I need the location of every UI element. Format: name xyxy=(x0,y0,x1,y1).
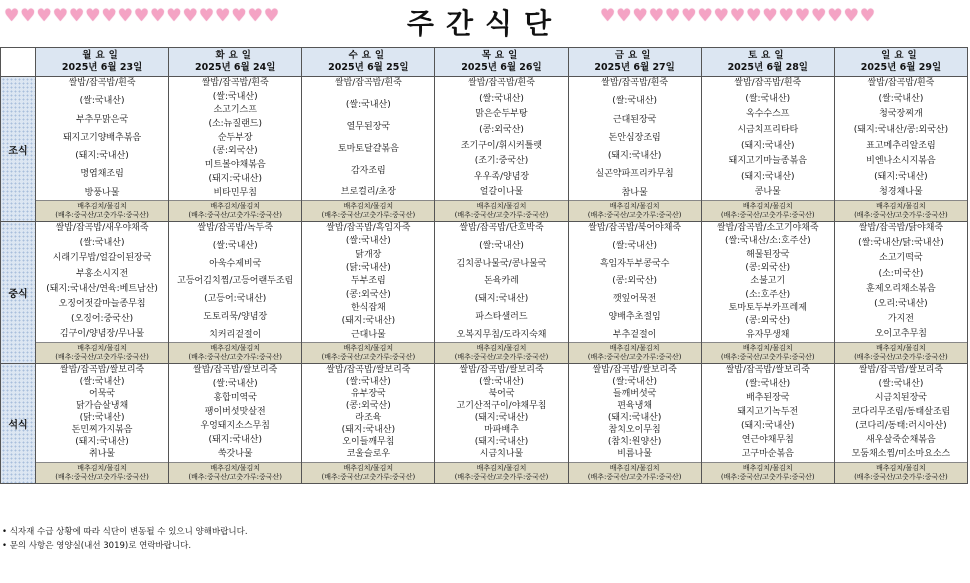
menu-cell xyxy=(36,77,169,222)
menu-item: 시금치나물 xyxy=(479,449,524,460)
menu-item: (쌀:국내산) xyxy=(479,377,524,388)
menu-item: 열무된장국 xyxy=(346,121,391,132)
kimchi-origin: (배추:중국산/고춧가루:중국산) xyxy=(188,353,283,361)
menu-item: 쌀밥/잡곡밥/쌀보리죽 xyxy=(59,365,145,375)
menu-item: 소불고기 xyxy=(750,276,786,287)
menu-item: (돼지:국내산/연육:베트남산) xyxy=(46,283,158,294)
menu-item: 해물된장국 xyxy=(746,249,790,260)
meal-label: 중식 xyxy=(1,222,36,364)
page-title: 주간식단 xyxy=(406,7,564,40)
heart-decoration-right: ♥♥♥♥♥♥♥♥♥♥♥♥♥♥♥♥♥ xyxy=(600,6,877,26)
menu-item: (돼지:국내산) xyxy=(741,140,795,151)
menu-item: 유부장국 xyxy=(350,389,386,400)
menu-item: 돈민찌가지볶음 xyxy=(71,425,133,436)
menu-item: 돼지고기녹두전 xyxy=(737,407,799,418)
meal-label: 조식 xyxy=(1,77,36,222)
menu-item: (오징어:중국산) xyxy=(70,314,134,325)
day-header-row xyxy=(1,48,968,77)
menu-item: (소:호주산) xyxy=(745,289,791,300)
kimchi-origin: (배추:중국산/고춧가루:중국산) xyxy=(854,353,948,361)
menu-item: (쌀:국내산) xyxy=(745,93,791,104)
menu-item: 방풍나물 xyxy=(84,187,120,198)
menu-item: 코다리무조림/동태살조림 xyxy=(851,407,951,418)
menu-item: (닭:국내산) xyxy=(345,262,391,273)
menu-item: 파스타샐러드 xyxy=(475,311,528,322)
menu-item: 라조육 xyxy=(355,413,382,424)
menu-items xyxy=(569,77,701,200)
menu-cell xyxy=(568,222,701,364)
menu-item: 쌀밥/잡곡밥/쌀보리죽 xyxy=(592,365,677,375)
kimchi-line: 배추김치/물김치 xyxy=(476,202,527,210)
kimchi-origin: (배추:중국산/고춧가루:중국산) xyxy=(55,473,149,481)
menu-items xyxy=(435,222,567,342)
kimchi-note xyxy=(435,462,567,483)
menu-item: 토마토두부카프레제 xyxy=(728,302,807,313)
kimchi-note xyxy=(302,342,434,363)
menu-item: 쌀밥/잡곡밥/흰죽 xyxy=(334,78,402,88)
menu-item: 마파배추 xyxy=(484,425,519,436)
menu-item: (쌀:국내산) xyxy=(479,240,524,251)
meal-label: 석식 xyxy=(1,364,36,484)
menu-item: 유자무생채 xyxy=(746,329,790,340)
kimchi-line: 배추김치/물김치 xyxy=(876,344,926,352)
kimchi-origin: (배추:중국산/고춧가루:중국산) xyxy=(454,473,549,481)
menu-item: (오리:국내산) xyxy=(874,299,928,310)
kimchi-line: 배추김치/물김치 xyxy=(343,344,394,352)
menu-item: 쑥갓나물 xyxy=(217,449,253,460)
menu-item: (쌀:국내산) xyxy=(79,238,125,249)
kimchi-line: 배추김치/물김치 xyxy=(210,202,261,210)
menu-cell xyxy=(435,77,568,222)
kimchi-note xyxy=(702,342,834,363)
kimchi-origin: (배추:중국산/고춧가루:중국산) xyxy=(321,473,416,481)
menu-item: 우엉돼지소스무침 xyxy=(200,421,270,432)
menu-item: 모둠채소찜/미소마요소스 xyxy=(851,449,951,460)
menu-item: (돼지:국내산) xyxy=(75,151,129,161)
menu-item: 코울슬로우 xyxy=(346,449,391,460)
menu-items xyxy=(302,364,434,462)
menu-item: 쌀밥/잡곡밥/단호박죽 xyxy=(459,223,544,233)
menu-cell xyxy=(701,222,834,364)
menu-item: 북어국 xyxy=(488,389,515,400)
menu-item: (콩:외국산) xyxy=(612,276,658,287)
menu-item: 도토리묵/양념장 xyxy=(203,311,268,322)
menu-item: 쌀밥/잡곡밥/흰죽 xyxy=(201,78,269,88)
kimchi-line: 배추김치/물김치 xyxy=(476,464,527,472)
menu-cell xyxy=(169,364,302,484)
menu-cell xyxy=(169,222,302,364)
kimchi-note xyxy=(569,462,701,483)
menu-item: 쌀밥/잡곡밥/쌀보리죽 xyxy=(725,365,810,375)
kimchi-origin: (배추:중국산/고춧가루:중국산) xyxy=(854,473,948,481)
menu-item: 쌀밥/잡곡밥/쌀보리죽 xyxy=(193,365,278,375)
menu-items xyxy=(302,77,434,200)
notes xyxy=(2,525,248,553)
kimchi-line: 배추김치/물김치 xyxy=(77,464,127,472)
menu-item: (쌀:국내산/소:호주산) xyxy=(724,236,811,247)
corner-cell xyxy=(1,48,36,77)
kimchi-note xyxy=(702,200,834,221)
menu-cell xyxy=(435,222,568,364)
menu-item: 돈육카레 xyxy=(484,276,519,287)
menu-item: 쌀밥/잡곡밥/흑임자죽 xyxy=(326,223,411,233)
menu-item: (쌀:국내산) xyxy=(79,96,125,107)
menu-item: (쌀:국내산) xyxy=(612,377,658,388)
meal-row xyxy=(1,77,968,222)
kimchi-line: 배추김치/물김치 xyxy=(210,344,261,352)
menu-items xyxy=(702,222,834,342)
menu-item: 쌀밥/잡곡밥/북어야채죽 xyxy=(588,223,682,233)
menu-item: 조기구이/휘시커틀렛 xyxy=(460,140,543,151)
menu-item: 오이고추무침 xyxy=(874,329,927,340)
menu-item: 콩나물 xyxy=(754,187,781,198)
menu-item: 소고기떡국 xyxy=(879,253,923,264)
menu-item: (돼지:국내산) xyxy=(741,421,795,432)
menu-item: (돼지:국내산) xyxy=(75,437,129,448)
menu-item: 쌀밥/잡곡밥/쌀보리죽 xyxy=(326,365,411,375)
kimchi-origin: (배추:중국산/고춧가루:중국산) xyxy=(720,353,815,361)
kimchi-note xyxy=(435,200,567,221)
kimchi-note xyxy=(569,342,701,363)
menu-cell xyxy=(568,364,701,484)
menu-item: (돼지:국내산) xyxy=(607,413,662,424)
menu-item: 편육냉채 xyxy=(617,401,653,412)
menu-cell xyxy=(834,77,967,222)
menu-item: 한식잡채 xyxy=(350,302,386,313)
menu-item: 근대된장국 xyxy=(612,114,657,125)
note: • 문의 사항은 영양실(내선 3019)로 연락바랍니다. xyxy=(2,539,248,553)
menu-item: (쌀:국내산) xyxy=(345,99,391,110)
menu-item: 연근야채무침 xyxy=(741,435,794,446)
menu-items xyxy=(835,364,967,462)
menu-item: 배추된장국 xyxy=(746,393,790,404)
kimchi-line: 배추김치/물김치 xyxy=(609,202,660,210)
kimchi-note xyxy=(569,200,701,221)
kimchi-origin: (배추:중국산/고춧가루:중국산) xyxy=(454,211,549,219)
menu-cell xyxy=(302,364,435,484)
menu-items xyxy=(302,222,434,342)
menu-item: 홍합미역국 xyxy=(213,393,257,404)
menu-items xyxy=(835,77,967,200)
day-header: 화요일 2025년 6월 24일 xyxy=(169,48,302,77)
menu-cell xyxy=(435,364,568,484)
menu-item: 오이들깨무침 xyxy=(342,437,395,448)
menu-item: 가지전 xyxy=(887,314,914,325)
menu-item: 흑임자두부콩국수 xyxy=(599,258,670,269)
menu-item: (쌀:국내산) xyxy=(479,93,524,104)
heart-decoration-left: ♥♥♥♥♥♥♥♥♥♥♥♥♥♥♥♥♥ xyxy=(4,6,281,26)
menu-item: 쌀밥/잡곡밥/흰죽 xyxy=(68,78,136,88)
menu-item: 부추겉절이 xyxy=(612,329,657,340)
menu-cell xyxy=(302,222,435,364)
menu-item: (고등어:국내산) xyxy=(204,294,267,304)
menu-items xyxy=(36,364,168,462)
menu-item: (돼지:국내산) xyxy=(341,425,396,436)
kimchi-note xyxy=(835,200,967,221)
menu-item: (쌀:국내산) xyxy=(212,379,258,390)
menu-items xyxy=(435,77,567,200)
menu-items xyxy=(702,364,834,462)
kimchi-origin: (배추:중국산/고춧가루:중국산) xyxy=(587,473,682,481)
menu-item: (콩:외국산) xyxy=(745,262,791,273)
menu-item: 고기산적구이/야채무침 xyxy=(456,401,547,412)
menu-item: (쌀:국내산) xyxy=(345,236,391,247)
menu-item: 오징어젓갈마늘종무침 xyxy=(58,299,146,310)
menu-items xyxy=(569,364,701,462)
menu-cell xyxy=(302,77,435,222)
day-header: 목요일 2025년 6월 26일 xyxy=(435,48,568,77)
menu-items xyxy=(435,364,567,462)
menu-item: 쌀밥/잡곡밥/쌀보리죽 xyxy=(459,365,544,375)
menu-item: (닭:국내산) xyxy=(79,413,125,424)
kimchi-origin: (배추:중국산/고춧가루:중국산) xyxy=(454,353,549,361)
kimchi-note xyxy=(835,462,967,483)
menu-item: (소:뉴질랜드) xyxy=(208,119,262,130)
menu-item: (쌀:국내산) xyxy=(212,240,258,251)
menu-items xyxy=(169,222,301,342)
menu-item: 닭개장 xyxy=(355,249,382,260)
menu-item: 쌀밥/잡곡밥/소고기야채죽 xyxy=(716,223,819,233)
kimchi-line: 배추김치/물김치 xyxy=(77,202,127,210)
menu-items xyxy=(36,77,168,200)
menu-item: 우우족/양념장 xyxy=(473,171,530,182)
menu-item: 김구이/양념장/무나물 xyxy=(59,329,145,340)
kimchi-note xyxy=(302,462,434,483)
menu-item: 고구마순볶음 xyxy=(741,449,794,460)
menu-item: 옥수수스프 xyxy=(746,109,790,120)
kimchi-note xyxy=(169,462,301,483)
kimchi-line: 배추김치/물김치 xyxy=(876,202,926,210)
menu-item: 쌀밥/잡곡밥/흰죽 xyxy=(867,78,935,88)
menu-cell xyxy=(701,77,834,222)
menu-item: (돼지:국내산) xyxy=(874,171,928,182)
kimchi-line: 배추김치/물김치 xyxy=(876,464,926,472)
header xyxy=(0,0,970,46)
menu-item: 참치오이무침 xyxy=(608,425,661,436)
day-header: 토요일 2025년 6월 28일 xyxy=(701,48,834,77)
menu-item: (돼지:국내산) xyxy=(474,413,529,424)
kimchi-line: 배추김치/물김치 xyxy=(210,464,261,472)
menu-item: (돼지:국내산/콩:외국산) xyxy=(853,124,949,135)
menu-item: (쌀:국내산) xyxy=(612,96,658,107)
menu-item: 시래기무밥/얼갈이된장국 xyxy=(52,253,152,264)
kimchi-note xyxy=(169,342,301,363)
menu-item: (콩:외국산) xyxy=(479,124,524,135)
menu-items xyxy=(169,77,301,200)
menu-item: 근대나물 xyxy=(350,329,386,340)
menu-items xyxy=(169,364,301,462)
kimchi-origin: (배추:중국산/고춧가루:중국산) xyxy=(720,211,815,219)
menu-item: (참치:원양산) xyxy=(607,437,662,448)
kimchi-line: 배추김치/물김치 xyxy=(476,344,527,352)
kimchi-origin: (배추:중국산/고춧가루:중국산) xyxy=(55,353,149,361)
menu-item: 쌀밥/잡곡밥/쌀보리죽 xyxy=(858,365,944,375)
day-header: 금요일 2025년 6월 27일 xyxy=(568,48,701,77)
kimchi-origin: (배추:중국산/고춧가루:중국산) xyxy=(188,473,283,481)
menu-items xyxy=(36,222,168,342)
menu-item: 맑은순두부탕 xyxy=(475,109,528,120)
kimchi-note xyxy=(702,462,834,483)
menu-item: 두부조림 xyxy=(350,276,386,287)
menu-item: (쌀:국내산) xyxy=(878,93,924,104)
menu-item: 돼지고기양배추볶음 xyxy=(62,132,142,143)
menu-item: 쌀밥/잡곡밥/흰죽 xyxy=(734,78,802,88)
menu-item: 쌀밥/잡곡밥/흰죽 xyxy=(601,78,669,88)
menu-item: (쌀:국내산) xyxy=(79,377,125,388)
kimchi-line: 배추김치/물김치 xyxy=(343,464,394,472)
menu-item: 비름나물 xyxy=(617,449,653,460)
kimchi-origin: (배추:중국산/고춧가루:중국산) xyxy=(854,211,948,219)
kimchi-line: 배추김치/물김치 xyxy=(609,344,660,352)
menu-item: 김치콩나물국/콩나물국 xyxy=(456,258,547,269)
menu-item: 미트볼야채볶음 xyxy=(204,160,266,171)
kimchi-note xyxy=(435,342,567,363)
menu-item: (돼지:국내산) xyxy=(208,435,262,446)
menu-item: 표고메추리알조림 xyxy=(866,140,936,151)
menu-cell xyxy=(834,364,967,484)
menu-cell xyxy=(568,77,701,222)
menu-item: 시금치된장국 xyxy=(874,393,927,404)
menu-item: 토마토달걀볶음 xyxy=(337,143,399,154)
menu-items xyxy=(835,222,967,342)
menu-item: 시금치프리타타 xyxy=(737,124,799,135)
menu-item: 비타민무침 xyxy=(213,187,257,198)
menu-item: 훈제오리채소볶음 xyxy=(866,283,936,294)
menu-item: 새우살죽순채볶음 xyxy=(866,435,936,446)
menu-item: (쌀:국내산) xyxy=(212,91,258,102)
menu-item: (돼지:국내산) xyxy=(474,437,529,448)
menu-item: 소고기스프 xyxy=(213,105,257,116)
menu-cell xyxy=(169,77,302,222)
note: • 식자재 수급 상황에 따라 식단이 변동될 수 있으니 양해바랍니다. xyxy=(2,525,248,539)
kimchi-line: 배추김치/물김치 xyxy=(742,464,793,472)
kimchi-note xyxy=(169,200,301,221)
menu-item: 양배추초절임 xyxy=(608,311,661,322)
kimchi-note xyxy=(36,462,168,483)
kimchi-origin: (배추:중국산/고춧가루:중국산) xyxy=(587,353,682,361)
kimchi-note xyxy=(36,342,168,363)
menu-item: 치커리겉절이 xyxy=(209,329,262,340)
kimchi-line: 배추김치/물김치 xyxy=(742,202,793,210)
menu-item: 명엽채조림 xyxy=(80,169,124,180)
menu-item: (콩:외국산) xyxy=(212,146,258,157)
kimchi-note xyxy=(302,200,434,221)
menu-item: (돼지:국내산) xyxy=(741,171,795,182)
menu-item: (돼지:국내산) xyxy=(341,316,396,327)
menu-item: 돼지고기마늘종볶음 xyxy=(728,156,807,167)
kimchi-line: 배추김치/물김치 xyxy=(742,344,793,352)
menu-item: (콩:외국산) xyxy=(745,316,791,327)
menu-item: (조기:중국산) xyxy=(474,156,529,167)
kimchi-origin: (배추:중국산/고춧가루:중국산) xyxy=(188,211,283,219)
menu-item: 팽이버섯맛살전 xyxy=(204,407,266,418)
day-header: 월요일 2025년 6월 23일 xyxy=(36,48,169,77)
menu-item: 쌀밥/잡곡밥/닭야채죽 xyxy=(858,223,944,233)
menu-item: 감자조림 xyxy=(350,165,386,176)
menu-item: 쌀밥/잡곡밥/흰죽 xyxy=(468,78,535,88)
menu-item: (쌀:국내산) xyxy=(878,379,924,390)
menu-item: 쌀밥/잡곡밥/새우야채죽 xyxy=(55,223,149,233)
menu-items xyxy=(569,222,701,342)
menu-item: 청국장찌개 xyxy=(879,109,923,120)
kimchi-note xyxy=(835,342,967,363)
day-header: 수요일 2025년 6월 25일 xyxy=(302,48,435,77)
menu-item: (쌀:국내산) xyxy=(745,379,791,390)
kimchi-origin: (배추:중국산/고춧가루:중국산) xyxy=(55,211,149,219)
menu-item: 깻잎어묵전 xyxy=(612,294,657,304)
menu-cell xyxy=(36,364,169,484)
kimchi-note xyxy=(36,200,168,221)
menu-item: (돼지:국내산) xyxy=(607,151,662,161)
menu-cell xyxy=(36,222,169,364)
menu-item: 청경채나물 xyxy=(879,187,923,198)
kimchi-line: 배추김치/물김치 xyxy=(343,202,394,210)
menu-item: 아욱수제비국 xyxy=(209,258,262,269)
kimchi-origin: (배추:중국산/고춧가루:중국산) xyxy=(321,211,416,219)
menu-item: (돼지:국내산) xyxy=(474,294,529,304)
menu-item: 부홍소시지전 xyxy=(75,268,129,279)
kimchi-line: 배추김치/물김치 xyxy=(77,344,127,352)
menu-item: 오복지무침/도라지숙채 xyxy=(456,329,547,340)
menu-items xyxy=(702,77,834,200)
meal-row xyxy=(1,364,968,484)
kimchi-origin: (배추:중국산/고춧가루:중국산) xyxy=(720,473,815,481)
menu-item: 어묵국 xyxy=(89,389,116,400)
menu-item: 얼갈이나물 xyxy=(479,187,524,198)
menu-item: 고등어김치찜/고등어랜두조림 xyxy=(177,276,294,287)
menu-item: 브로컬리/초장 xyxy=(340,187,396,198)
menu-item: (쌀:국내산) xyxy=(345,377,391,388)
menu-item: 닭가슴살냉채 xyxy=(75,401,129,412)
menu-item: 부추무맑은국 xyxy=(75,114,129,125)
menu-item: 취나물 xyxy=(89,449,116,460)
menu-item: (쌀:국내산) xyxy=(612,240,658,251)
meal-row xyxy=(1,222,968,364)
menu-item: (쌀:국내산/닭:국내산) xyxy=(858,238,944,249)
kimchi-line: 배추김치/물김치 xyxy=(609,464,660,472)
menu-item: 비엔나소시지볶음 xyxy=(866,156,936,167)
menu-item: (돼지:국내산) xyxy=(208,173,262,184)
menu-item: (소:미국산) xyxy=(878,268,924,279)
menu-item: 쌀밥/잡곡밥/녹두죽 xyxy=(197,223,274,233)
menu-item: 참나물 xyxy=(621,187,648,198)
kimchi-origin: (배추:중국산/고춧가루:중국산) xyxy=(587,211,682,219)
menu-item: (콩:외국산) xyxy=(345,289,391,300)
menu-item: 돈안심장조림 xyxy=(608,132,661,143)
day-header: 일요일 2025년 6월 29일 xyxy=(834,48,967,77)
menu-cell xyxy=(834,222,967,364)
kimchi-origin: (배추:중국산/고춧가루:중국산) xyxy=(321,353,416,361)
menu-cell xyxy=(701,364,834,484)
menu-item: 순두부장 xyxy=(217,132,253,143)
menu-item: (콩:외국산) xyxy=(345,401,391,412)
menu-item: (코다리/동태:러시아산) xyxy=(855,421,947,432)
menu-item: 실곤약파프리카무침 xyxy=(595,169,674,180)
weekly-menu-table xyxy=(0,47,968,484)
menu-item: 들깨버섯국 xyxy=(612,389,657,400)
